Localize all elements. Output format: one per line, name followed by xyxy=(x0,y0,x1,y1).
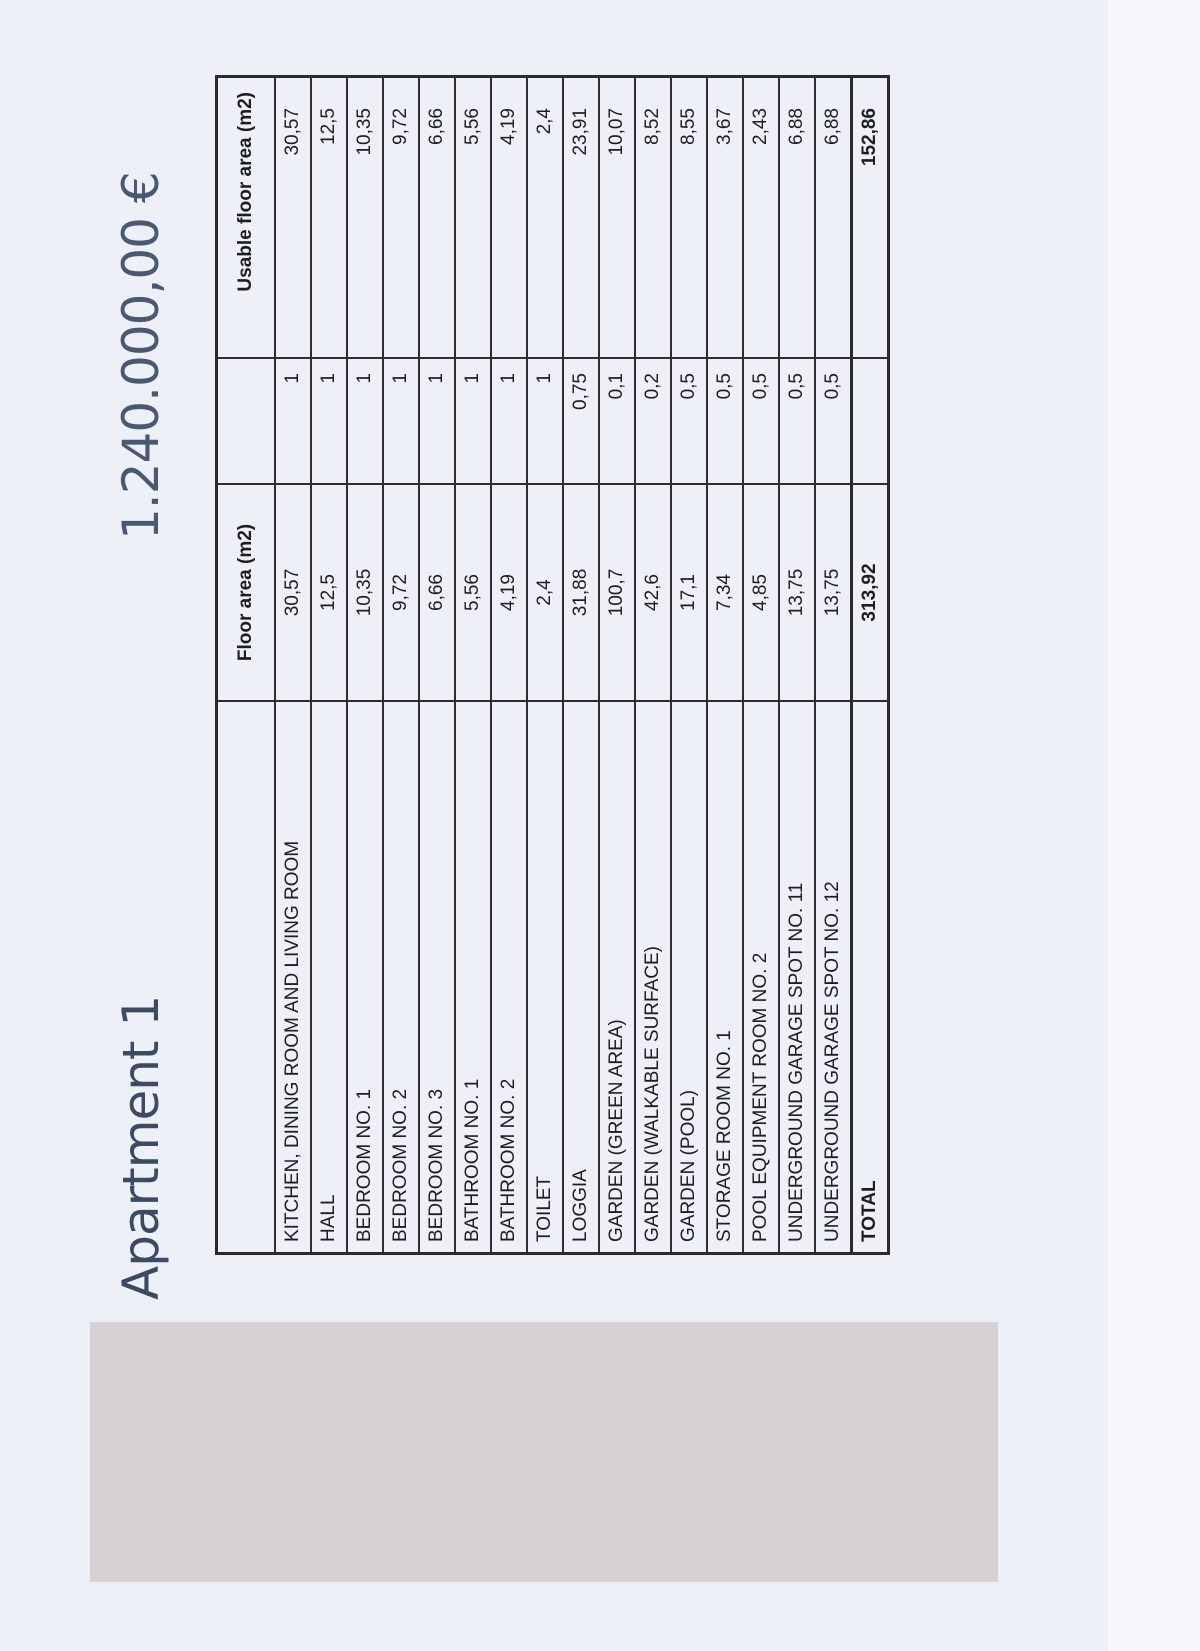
page-margin xyxy=(1108,0,1200,1651)
room-name: BATHROOM NO. 2 xyxy=(491,701,527,1254)
floor-area: 100,7 xyxy=(599,484,635,701)
table-row xyxy=(311,77,347,1254)
factor: 1 xyxy=(419,358,455,484)
factor: 1 xyxy=(383,358,419,484)
floor-area: 6,66 xyxy=(419,484,455,701)
factor: 0,5 xyxy=(743,358,779,484)
floor-area: 12,5 xyxy=(311,484,347,701)
factor: 1 xyxy=(275,358,311,484)
room-name: UNDERGROUND GARAGE SPOT NO. 12 xyxy=(815,701,852,1254)
factor: 1 xyxy=(527,358,563,484)
table-header-row xyxy=(217,77,276,1254)
floor-area: 4,19 xyxy=(491,484,527,701)
usable-area: 3,67 xyxy=(707,77,743,359)
usable-area: 6,88 xyxy=(779,77,815,359)
usable-area: 8,52 xyxy=(635,77,671,359)
header-factor xyxy=(217,358,276,484)
floor-area: 17,1 xyxy=(671,484,707,701)
header-usable-area: Usable floor area (m2) xyxy=(217,77,276,359)
table-row xyxy=(599,77,635,1254)
factor: 0,75 xyxy=(563,358,599,484)
factor: 0,5 xyxy=(779,358,815,484)
room-name: HALL xyxy=(311,701,347,1254)
table-row xyxy=(455,77,491,1254)
table-row xyxy=(707,77,743,1254)
usable-area: 10,07 xyxy=(599,77,635,359)
factor: 0,2 xyxy=(635,358,671,484)
total-usable-area: 152,86 xyxy=(852,77,889,359)
usable-area: 9,72 xyxy=(383,77,419,359)
floor-area: 4,85 xyxy=(743,484,779,701)
table-row xyxy=(635,77,671,1254)
table-row xyxy=(275,77,311,1254)
room-name: GARDEN (POOL) xyxy=(671,701,707,1254)
room-name: TOILET xyxy=(527,701,563,1254)
table-total-row xyxy=(852,77,889,1254)
table-row xyxy=(779,77,815,1254)
table-row xyxy=(383,77,419,1254)
floor-area: 5,56 xyxy=(455,484,491,701)
room-name: GARDEN (GREEN AREA) xyxy=(599,701,635,1254)
usable-area: 2,4 xyxy=(527,77,563,359)
floor-area: 30,57 xyxy=(275,484,311,701)
room-name: LOGGIA xyxy=(563,701,599,1254)
floor-area: 42,6 xyxy=(635,484,671,701)
table-row xyxy=(671,77,707,1254)
table-row xyxy=(419,77,455,1254)
usable-area: 5,56 xyxy=(455,77,491,359)
usable-area: 4,19 xyxy=(491,77,527,359)
factor: 1 xyxy=(347,358,383,484)
gray-image-placeholder xyxy=(90,1322,998,1582)
floor-area: 10,35 xyxy=(347,484,383,701)
room-name: POOL EQUIPMENT ROOM NO. 2 xyxy=(743,701,779,1254)
floor-area: 13,75 xyxy=(779,484,815,701)
total-floor-area: 313,92 xyxy=(852,484,889,701)
room-name: KITCHEN, DINING ROOM AND LIVING ROOM xyxy=(275,701,311,1254)
floor-area: 7,34 xyxy=(707,484,743,701)
table-row xyxy=(815,77,852,1254)
factor: 0,1 xyxy=(599,358,635,484)
area-table xyxy=(215,75,890,1255)
room-name: UNDERGROUND GARAGE SPOT NO. 11 xyxy=(779,701,815,1254)
usable-area: 23,91 xyxy=(563,77,599,359)
price-label: 1.240.000,00 € xyxy=(112,172,170,540)
total-factor xyxy=(852,358,889,484)
table-row xyxy=(527,77,563,1254)
header-label xyxy=(217,701,276,1254)
factor: 1 xyxy=(491,358,527,484)
floor-area: 31,88 xyxy=(563,484,599,701)
usable-area: 10,35 xyxy=(347,77,383,359)
floor-area: 9,72 xyxy=(383,484,419,701)
usable-area: 6,88 xyxy=(815,77,852,359)
usable-area: 30,57 xyxy=(275,77,311,359)
factor: 0,5 xyxy=(815,358,852,484)
room-name: BATHROOM NO. 1 xyxy=(455,701,491,1254)
table-row xyxy=(347,77,383,1254)
table-row xyxy=(743,77,779,1254)
room-name: BEDROOM NO. 2 xyxy=(383,701,419,1254)
room-name: BEDROOM NO. 1 xyxy=(347,701,383,1254)
room-name: BEDROOM NO. 3 xyxy=(419,701,455,1254)
floor-area: 2,4 xyxy=(527,484,563,701)
table-row xyxy=(491,77,527,1254)
factor: 1 xyxy=(311,358,347,484)
factor: 0,5 xyxy=(707,358,743,484)
room-name: STORAGE ROOM NO. 1 xyxy=(707,701,743,1254)
usable-area: 8,55 xyxy=(671,77,707,359)
floor-area: 13,75 xyxy=(815,484,852,701)
usable-area: 6,66 xyxy=(419,77,455,359)
header-floor-area: Floor area (m2) xyxy=(217,484,276,701)
usable-area: 2,43 xyxy=(743,77,779,359)
factor: 1 xyxy=(455,358,491,484)
factor: 0,5 xyxy=(671,358,707,484)
usable-area: 12,5 xyxy=(311,77,347,359)
table-row xyxy=(563,77,599,1254)
room-name: GARDEN (WALKABLE SURFACE) xyxy=(635,701,671,1254)
total-label: TOTAL xyxy=(852,701,889,1254)
page-title: Apartment 1 xyxy=(112,995,170,1300)
